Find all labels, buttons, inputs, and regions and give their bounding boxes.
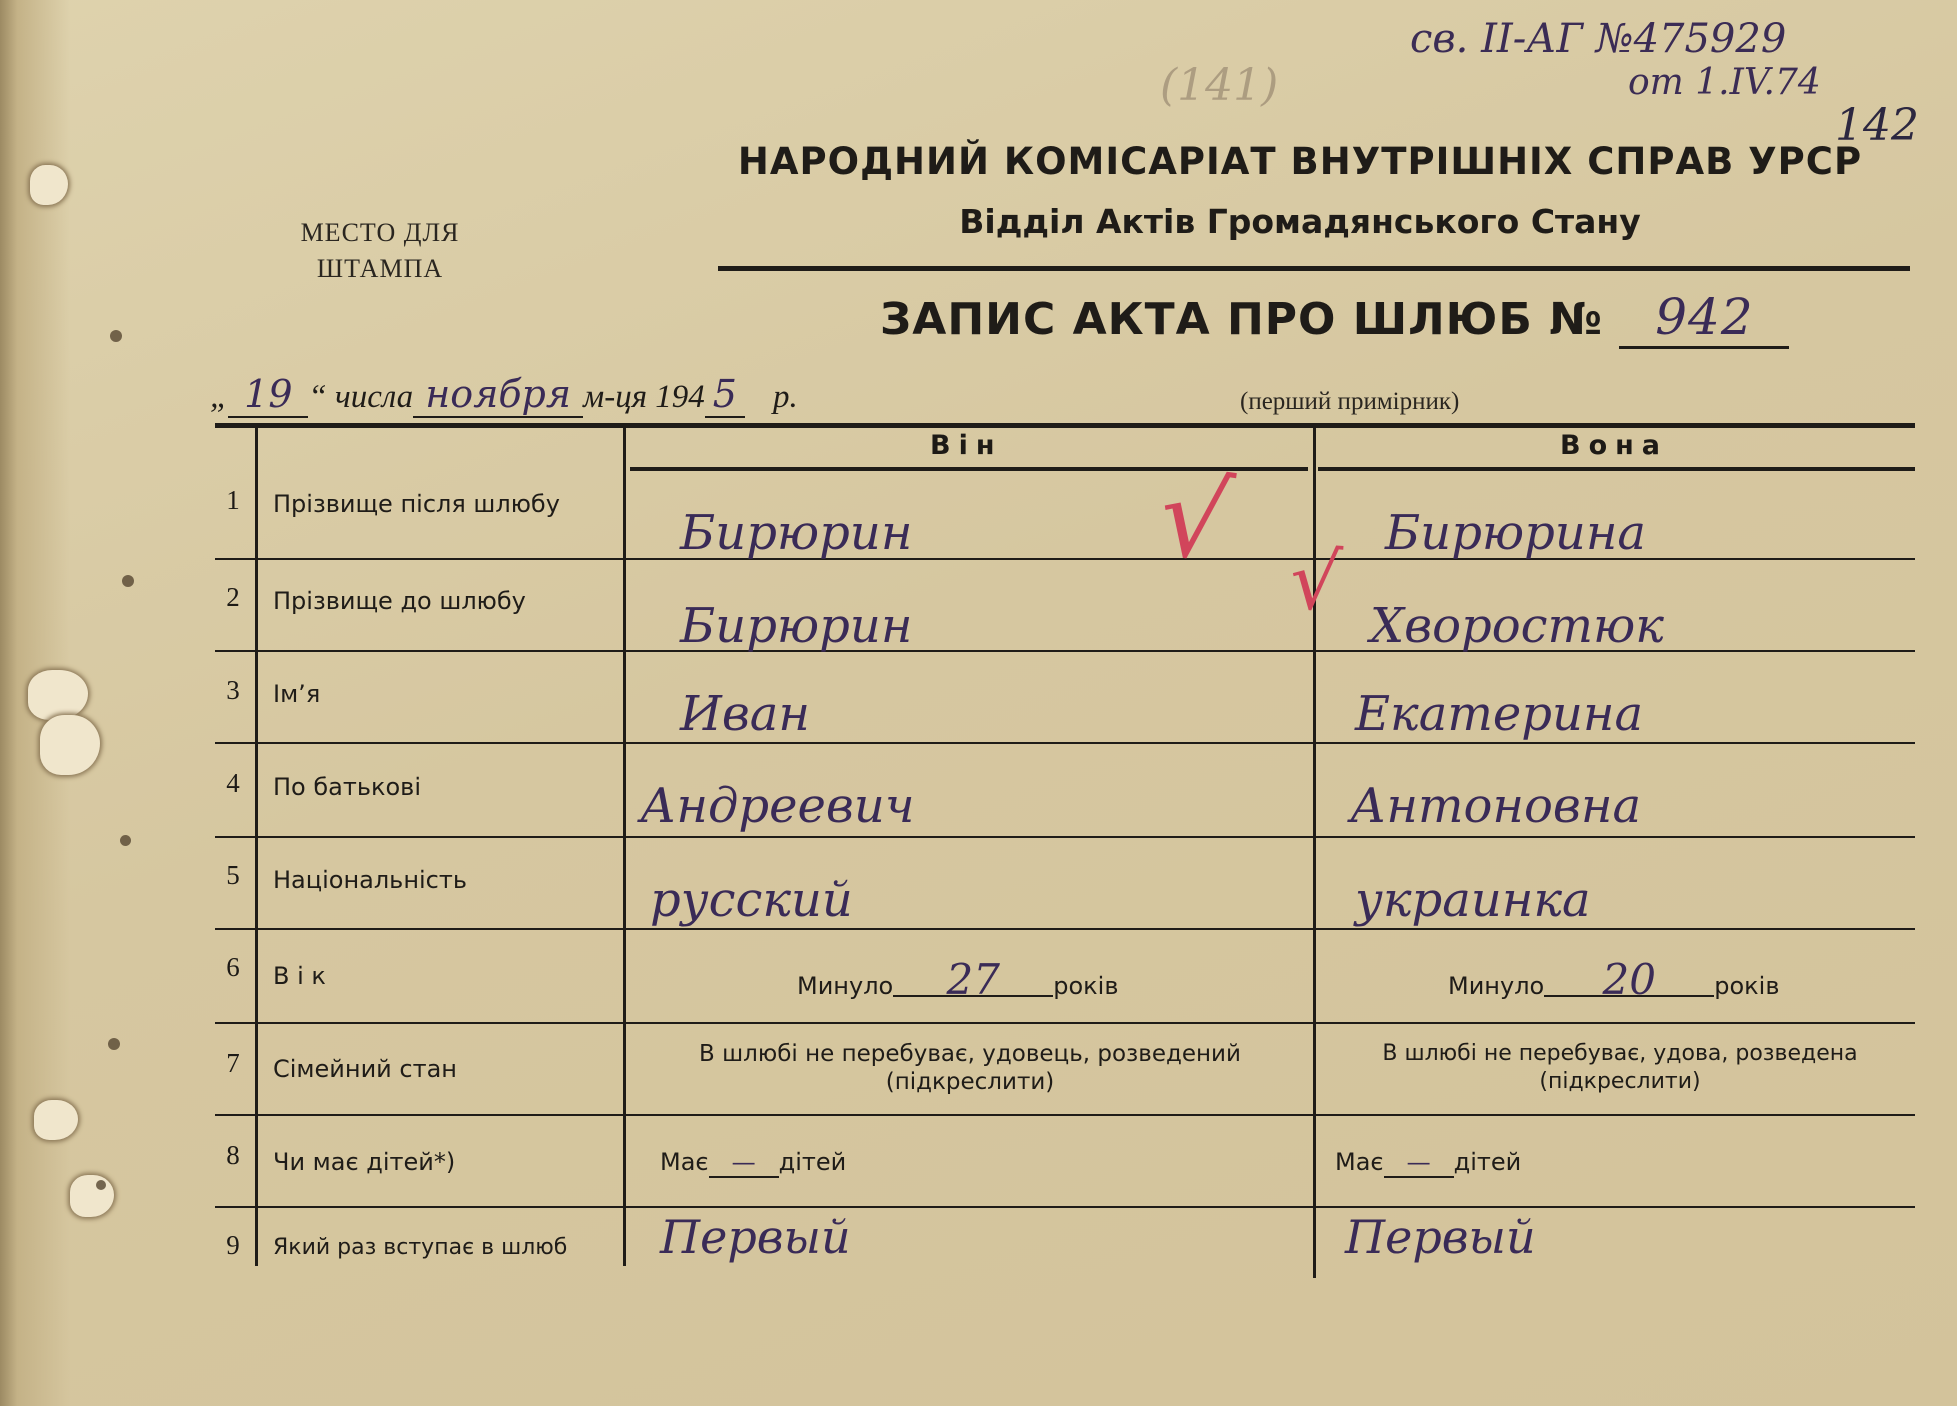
column-header-he: Він: [930, 430, 1003, 461]
he-first-name: Иван: [680, 686, 811, 742]
date-day: 19: [228, 372, 308, 418]
she-first-name: Екатерина: [1355, 686, 1644, 742]
table-divider-he: [623, 428, 626, 1266]
she-marriage-count: Первый: [1345, 1210, 1536, 1264]
he-children-field: [660, 1148, 846, 1178]
table-top-rule: [215, 423, 1915, 428]
row-number: 3: [226, 675, 240, 705]
row-rule: [215, 1022, 1915, 1024]
department-title: Відділ Актів Громадянського Стану: [959, 202, 1641, 241]
date-month-label: м-ця: [583, 379, 648, 415]
row-rule: [215, 558, 1915, 560]
row-number: 2: [226, 582, 240, 612]
row-label: Прізвище після шлюбу: [273, 490, 560, 518]
paper-tear: [34, 1100, 78, 1140]
row-rule: [215, 1206, 1915, 1208]
record-title: [880, 288, 1789, 349]
row-number: 7: [226, 1048, 240, 1078]
binding-hole: [120, 835, 131, 846]
row-rule: [215, 742, 1915, 744]
row-label: В і к: [273, 962, 326, 990]
he-marriage-count: Первый: [660, 1210, 851, 1264]
he-age-field: [797, 955, 1119, 1004]
binding-hole: [122, 575, 134, 587]
paper-tear: [40, 715, 100, 775]
row-number: 8: [226, 1140, 240, 1170]
reference-number-line2: от 1.IV.74: [1628, 62, 1821, 103]
she-marital-status: [1325, 1040, 1915, 1096]
row-label: Прізвище до шлюбу: [273, 587, 526, 615]
she-patronymic: Антоновна: [1350, 778, 1642, 834]
column-header-she: Вона: [1560, 430, 1669, 461]
he-patronymic: Андреевич: [640, 778, 915, 834]
she-age-passed-label: Минуло: [1448, 972, 1545, 1000]
date-year-label: р.: [773, 379, 798, 415]
binding-hole: [96, 1180, 106, 1190]
he-marital-underline-note: (підкреслити): [885, 1069, 1055, 1095]
he-age-value: 27: [893, 965, 1053, 997]
table-divider-label: [255, 428, 258, 1266]
row-rule: [215, 928, 1915, 930]
header-rule: [718, 266, 1910, 271]
row-number: 1: [226, 485, 240, 515]
row-number: 6: [226, 952, 240, 982]
row-number: 9: [226, 1230, 240, 1260]
record-number: 942: [1619, 288, 1789, 349]
she-children-field: [1335, 1148, 1521, 1178]
she-surname-after: Бирюрина: [1385, 505, 1647, 561]
she-nationality: украинка: [1355, 872, 1591, 928]
row-number: 4: [226, 768, 240, 798]
he-age-passed-label: Минуло: [797, 972, 894, 1000]
date-quote-open: „: [210, 379, 229, 415]
row-label: Який раз вступає в шлюб: [273, 1235, 568, 1260]
she-age-years-label: років: [1714, 972, 1780, 1000]
she-marital-underline-note: (підкреслити): [1539, 1069, 1701, 1094]
row-number: 5: [226, 860, 240, 890]
he-surname-after: Бирюрин: [680, 505, 913, 561]
red-check-mark: √: [1151, 450, 1239, 588]
red-check-mark: √: [1286, 533, 1345, 630]
reference-number-line1: св. II-АГ №475929: [1410, 16, 1787, 62]
date-day-label: числа: [334, 379, 414, 415]
date-year-prefix: 194: [655, 379, 705, 415]
she-marital-options: В шлюбі не перебуває, удова, розведена: [1382, 1041, 1858, 1066]
paper-tear: [28, 670, 88, 720]
record-title-text: ЗАПИС АКТА ПРО ШЛЮБ №: [880, 294, 1604, 345]
she-age-value: 20: [1544, 965, 1714, 997]
he-surname-before: Бирюрин: [680, 598, 913, 654]
binding-hole: [108, 1038, 120, 1050]
she-children-count: —: [1384, 1148, 1454, 1178]
row-label: По батькові: [273, 773, 421, 801]
she-children-has-label: Має: [1335, 1148, 1384, 1176]
she-surname-before: Хворостюк: [1370, 598, 1664, 654]
he-age-years-label: років: [1053, 972, 1119, 1000]
page-number: 142: [1835, 100, 1919, 151]
he-marital-status: [640, 1040, 1300, 1096]
he-children-label: дітей: [778, 1148, 847, 1176]
he-children-has-label: Має: [660, 1148, 709, 1176]
faint-pencil-mark: (141): [1160, 60, 1279, 111]
column-head-rule-she: [1318, 467, 1915, 471]
date-year-suffix: 5: [705, 372, 745, 418]
row-label: Чи має дітей*): [273, 1148, 456, 1176]
date-month: ноября: [413, 372, 583, 418]
organization-title: НАРОДНИЙ КОМІСАРІАТ ВНУТРІШНІХ СПРАВ УРСР: [737, 140, 1863, 183]
he-children-count: —: [709, 1148, 779, 1178]
row-label: Ім’я: [273, 680, 321, 708]
stamp-placeholder: [270, 215, 490, 287]
stamp-placeholder-text: МЕСТО ДЛЯ ШТАМПА: [300, 218, 460, 283]
row-rule: [215, 836, 1915, 838]
copy-note: (перший примірник): [1240, 388, 1460, 415]
he-marital-options: В шлюбі не перебуває, удовець, розведений: [699, 1041, 1241, 1067]
date-quote-close: “: [308, 379, 327, 415]
he-nationality: русский: [650, 872, 853, 928]
row-label: Сімейний стан: [273, 1055, 457, 1083]
paper-tear: [70, 1175, 114, 1217]
she-children-label: дітей: [1453, 1148, 1522, 1176]
she-age-field: [1448, 955, 1780, 1004]
date-line: [210, 372, 798, 418]
binding-hole: [110, 330, 122, 342]
row-label: Національність: [273, 866, 468, 894]
row-rule: [215, 1114, 1915, 1116]
